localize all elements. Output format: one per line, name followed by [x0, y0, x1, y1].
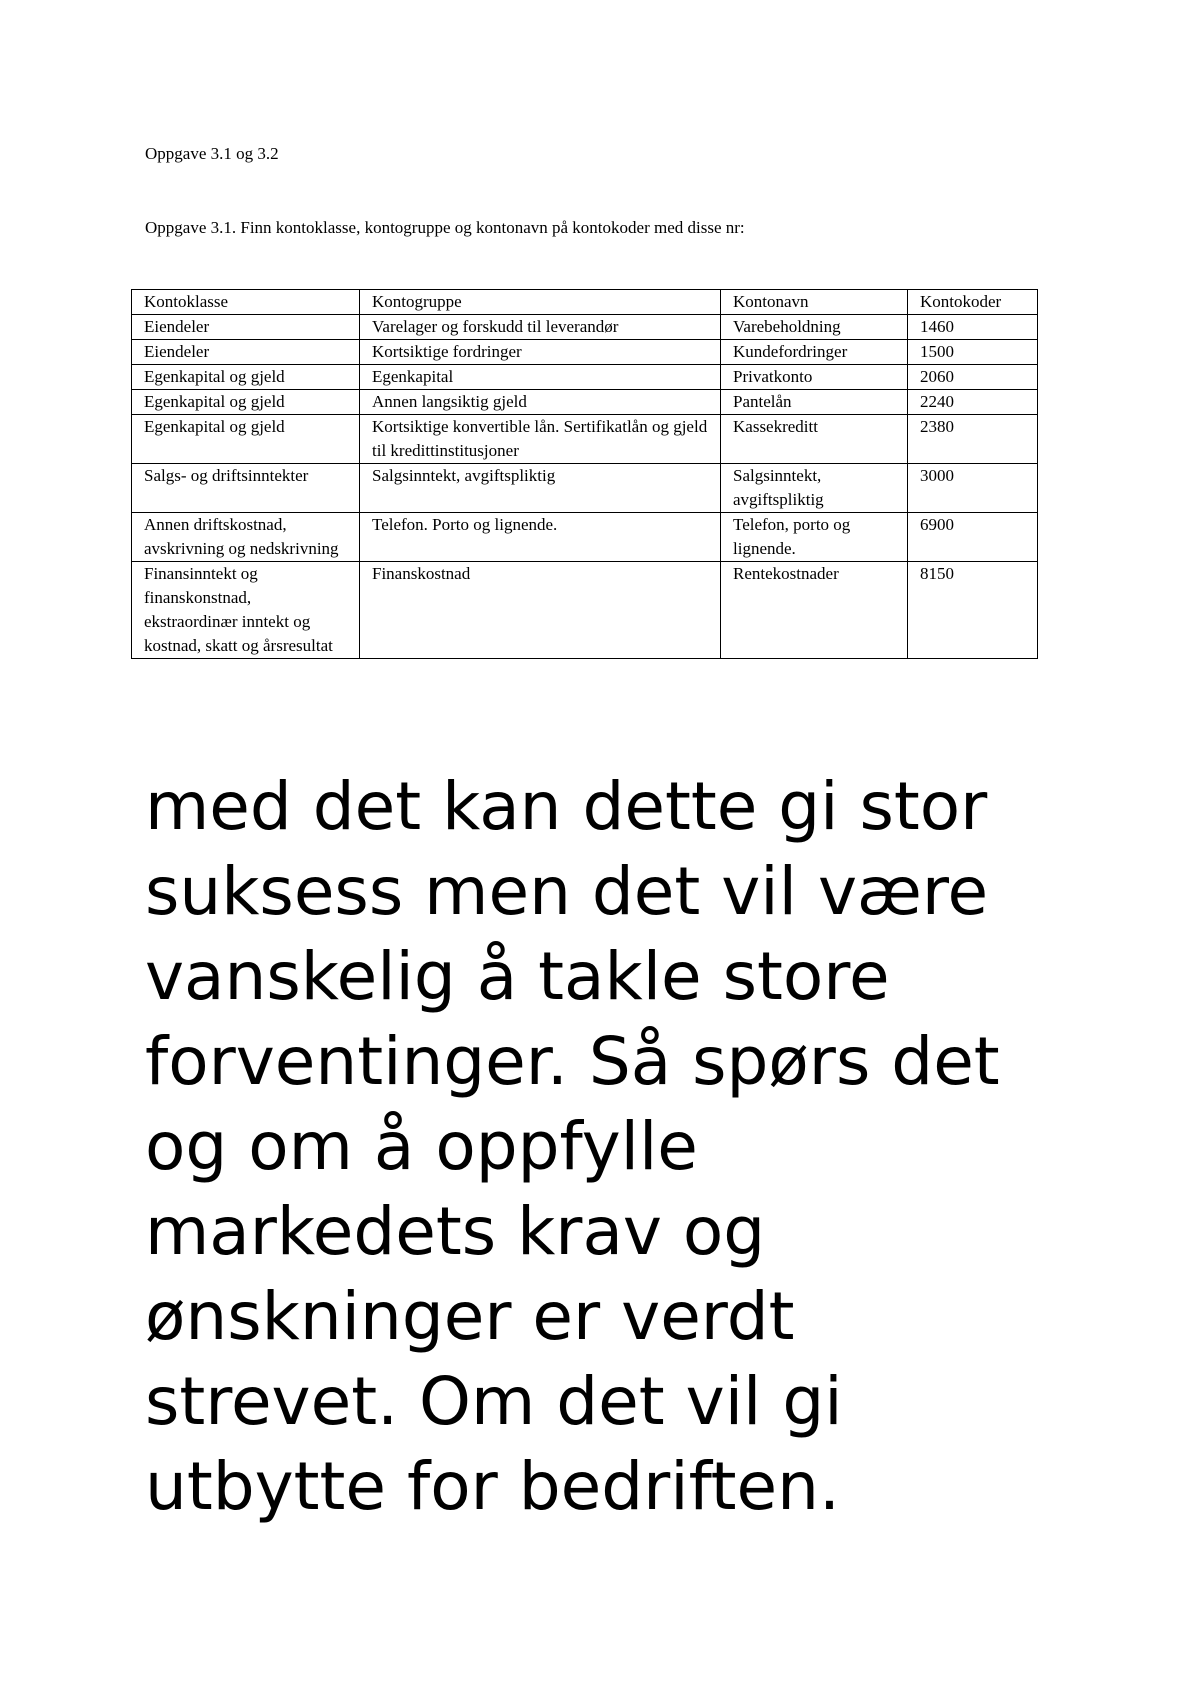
- cell-kontoklasse: Eiendeler: [132, 315, 360, 340]
- cell-kontokode: 2240: [908, 390, 1038, 415]
- table-row: [132, 340, 1038, 365]
- page-heading: Oppgave 3.1 og 3.2: [145, 144, 279, 163]
- cell-kontonavn: Kundefordringer: [721, 340, 908, 365]
- cell-kontokode: 8150: [908, 562, 1038, 659]
- cell-kontoklasse: Finansinntekt og finanskonstnad, ekstraordinær inntekt og kostnad, skatt og årsresultat: [132, 562, 360, 659]
- cell-kontonavn: Pantelån: [721, 390, 908, 415]
- cell-kontokode: 3000: [908, 464, 1038, 513]
- cell-kontogruppe: Finanskostnad: [360, 562, 721, 659]
- cell-kontokode: 1460: [908, 315, 1038, 340]
- table-row: [132, 562, 1038, 659]
- cell-kontoklasse: Egenkapital og gjeld: [132, 390, 360, 415]
- task-instruction: Oppgave 3.1. Finn kontoklasse, kontogruppe og kontonavn på kontokoder med disse nr:: [145, 218, 745, 237]
- table-row: [132, 365, 1038, 390]
- cell-kontonavn: Privatkonto: [721, 365, 908, 390]
- cell-kontoklasse: Egenkapital og gjeld: [132, 415, 360, 464]
- cell-kontokode: 2060: [908, 365, 1038, 390]
- cell-kontogruppe: Salgsinntekt, avgiftspliktig: [360, 464, 721, 513]
- cell-kontonavn: Kassekreditt: [721, 415, 908, 464]
- table-row: [132, 315, 1038, 340]
- table-row: [132, 415, 1038, 464]
- cell-kontokode: 6900: [908, 513, 1038, 562]
- cell-kontogruppe: Annen langsiktig gjeld: [360, 390, 721, 415]
- header-kontonavn: Kontonavn: [721, 290, 908, 315]
- cell-kontogruppe: Telefon. Porto og lignende.: [360, 513, 721, 562]
- cell-kontonavn: Rentekostnader: [721, 562, 908, 659]
- cell-kontoklasse: Annen driftskostnad, avskrivning og nedskrivning: [132, 513, 360, 562]
- cell-kontonavn: Telefon, porto og lignende.: [721, 513, 908, 562]
- table-row: [132, 464, 1038, 513]
- header-kontogruppe: Kontogruppe: [360, 290, 721, 315]
- header-kontokoder: Kontokoder: [908, 290, 1038, 315]
- table-header-row: [132, 290, 1038, 315]
- cell-kontonavn: Salgsinntekt, avgiftspliktig: [721, 464, 908, 513]
- cell-kontoklasse: Eiendeler: [132, 340, 360, 365]
- cell-kontokode: 2380: [908, 415, 1038, 464]
- cell-kontoklasse: Egenkapital og gjeld: [132, 365, 360, 390]
- cell-kontogruppe: Kortsiktige konvertible lån. Sertifikatlån og gjeld til kredittinstitusjoner: [360, 415, 721, 464]
- cell-kontoklasse: Salgs- og driftsinntekter: [132, 464, 360, 513]
- header-kontoklasse: Kontoklasse: [132, 290, 360, 315]
- table-row: [132, 513, 1038, 562]
- cell-kontogruppe: Egenkapital: [360, 365, 721, 390]
- body-paragraph: med det kan dette gi stor suksess men det vil være vanskelig å takle store forventinger. Så spørs det og om å oppfylle markedets krav og ønskninger er verdt strevet. Om det vil gi utbytte for bedriften.: [145, 768, 1000, 1525]
- cell-kontonavn: Varebeholdning: [721, 315, 908, 340]
- cell-kontogruppe: Varelager og forskudd til leverandør: [360, 315, 721, 340]
- account-code-table: [131, 289, 1038, 659]
- cell-kontogruppe: Kortsiktige fordringer: [360, 340, 721, 365]
- table-row: [132, 390, 1038, 415]
- cell-kontokode: 1500: [908, 340, 1038, 365]
